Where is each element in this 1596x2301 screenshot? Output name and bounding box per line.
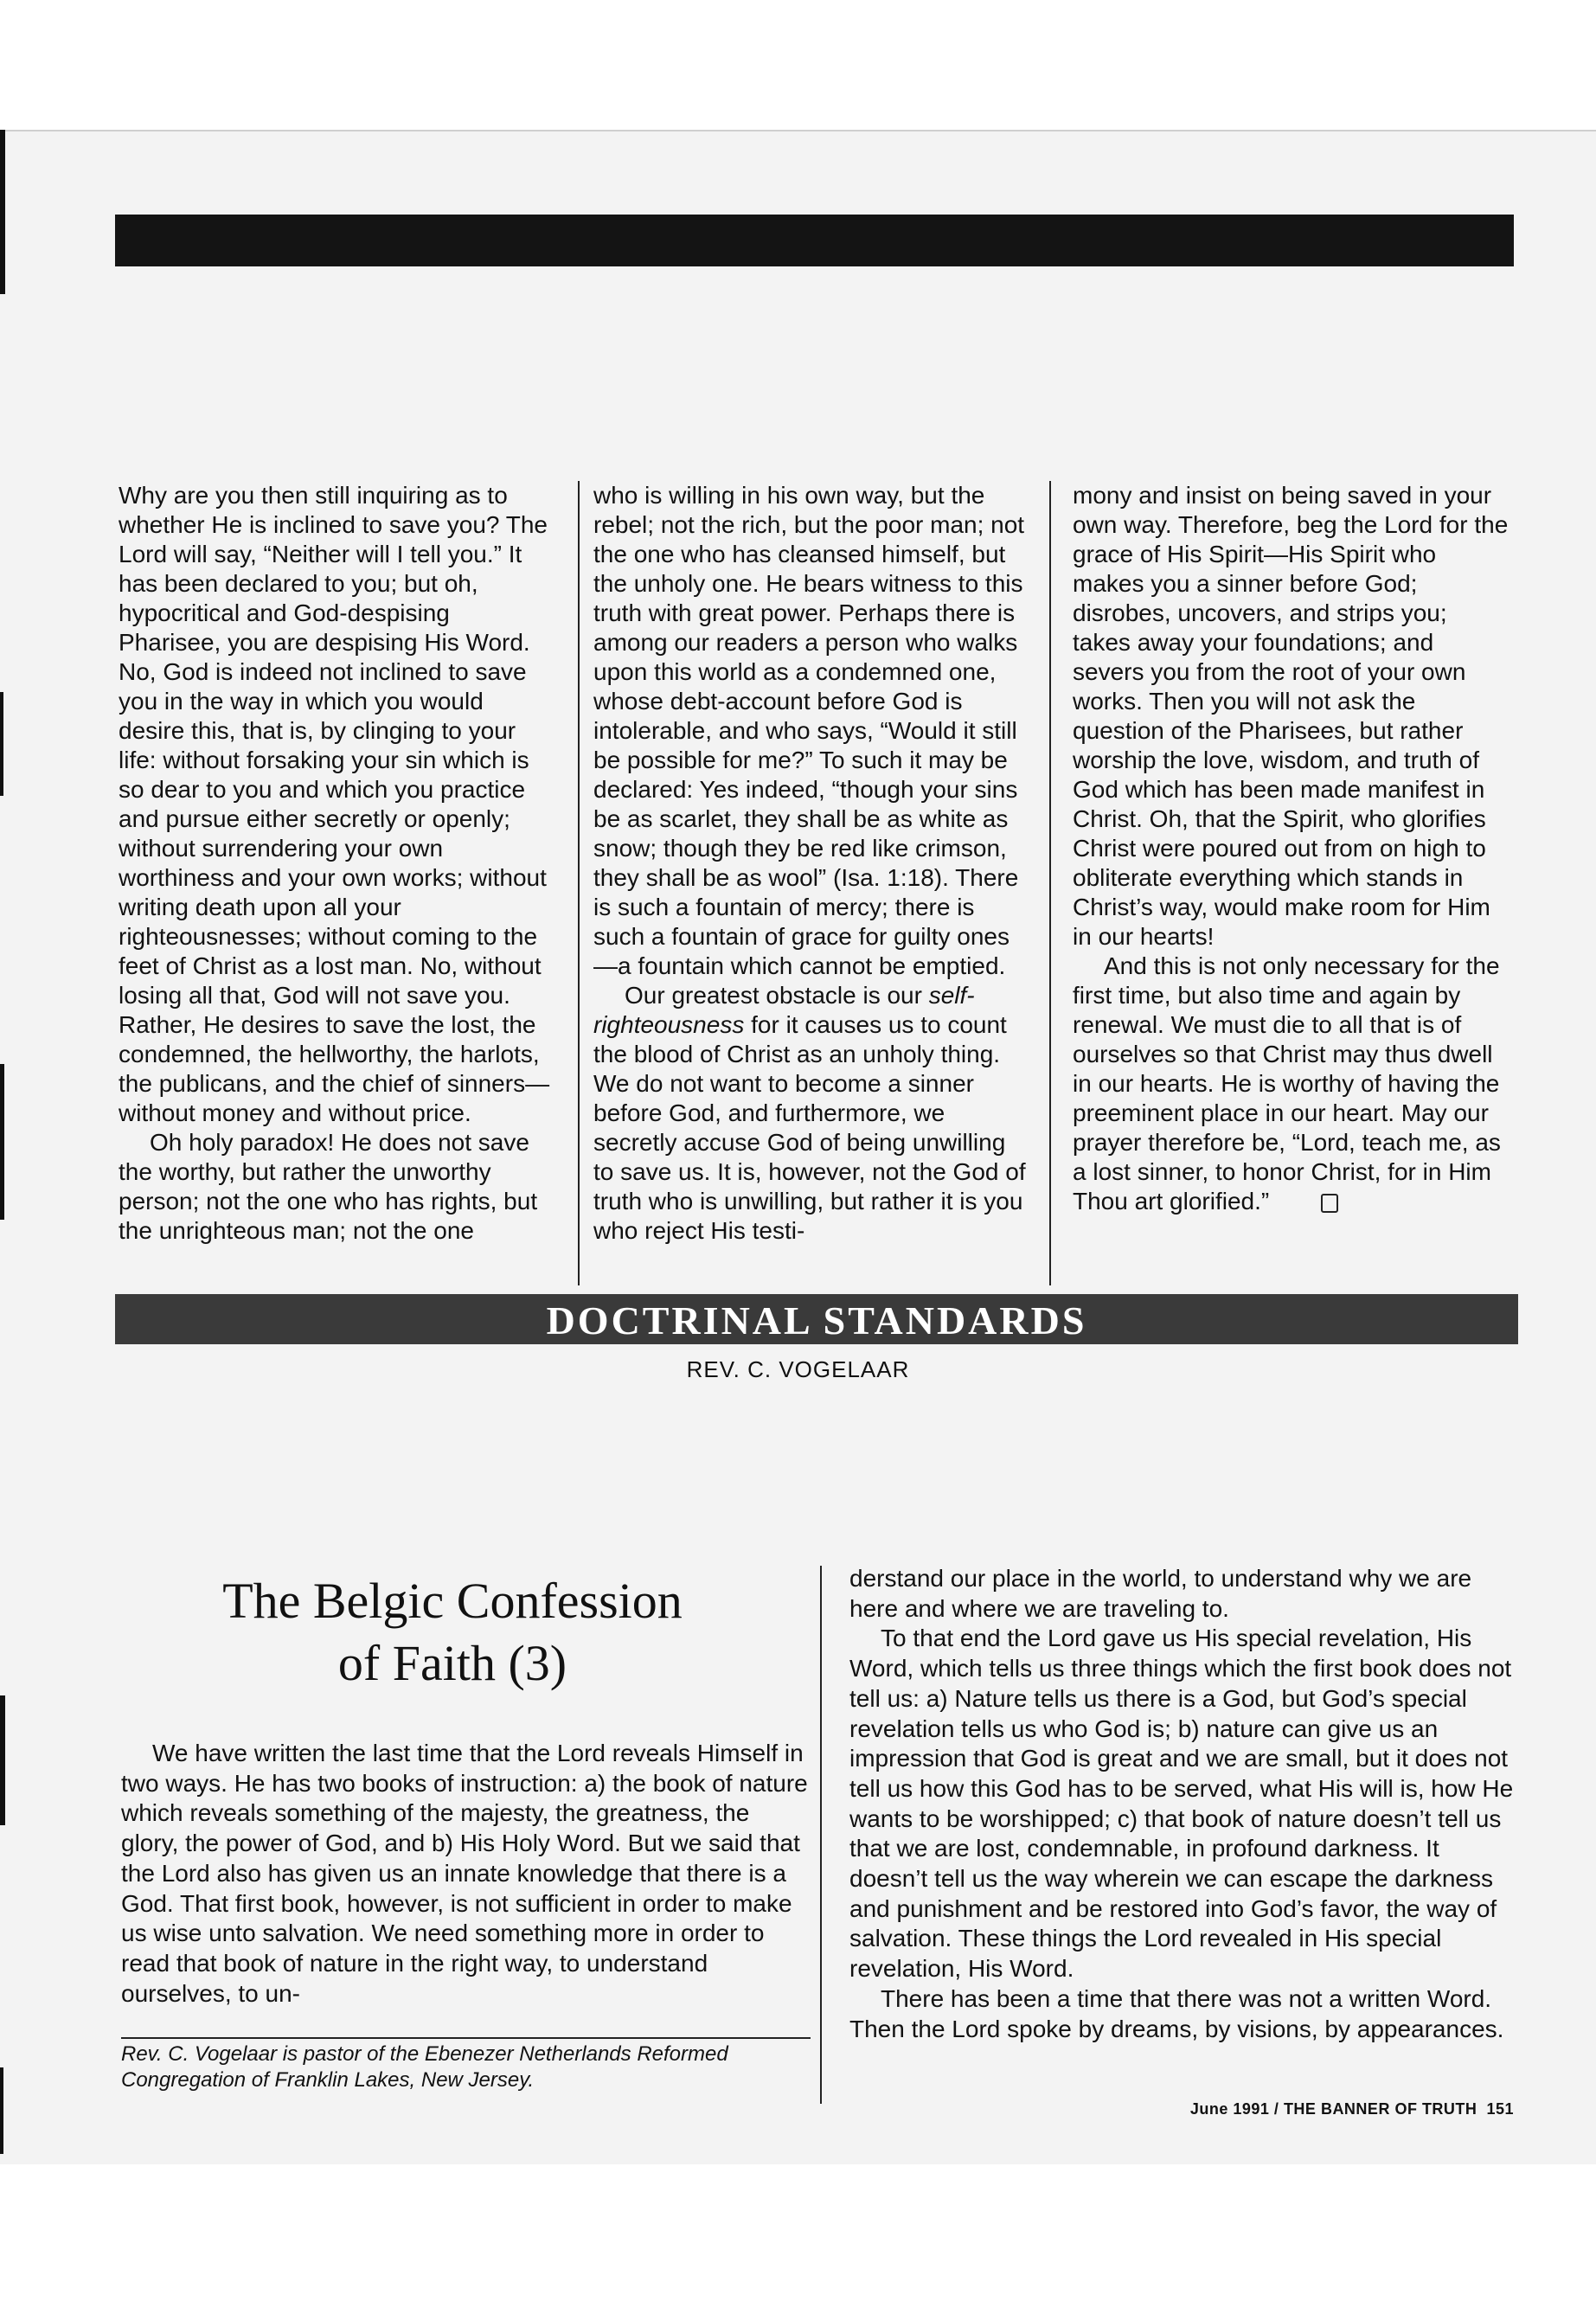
column-1	[119, 481, 551, 1246]
paragraph	[1073, 952, 1509, 1216]
section-title: DOCTRINAL STANDARDS	[546, 1298, 1087, 1343]
author-footnote: Rev. C. Vogelaar is pastor of the Ebenezer Netherlands Reformed Congregation of Franklin Lakes, New Jersey.	[121, 2042, 728, 2092]
scan-edge-mark	[0, 130, 5, 294]
scan-edge-mark	[0, 1064, 4, 1220]
header-black-bar	[115, 215, 1514, 266]
page-number: 151	[1486, 2100, 1514, 2118]
scan-edge-mark	[0, 1695, 5, 1825]
column-3	[1073, 481, 1509, 1216]
article-title-line: of Faith (3)	[337, 1635, 567, 1691]
folio-date: June 1991	[1189, 2100, 1270, 2118]
scan-edge-mark	[0, 2067, 3, 2154]
paragraph: Why are you then still inquiring as to whether He is inclined to save you? The Lord will say, “Neither will I tell you.” It has been declared to you; but oh, hypocritical and God-despising Pharisee, you are despising His Word. No, God is indeed not inclined to save you in the way in which you would desire this, that is, by clinging to your life: without forsaking your sin which is so dear to you and which you practice and pursue either secretly or openly; without surrendering your own worthiness and your own works; without writing death upon all your righteousnesses; without coming to the feet of Christ as a lost man. No, without losing all that, God will not save you. Rather, He desires to save the lost, the condemned, the hellworthy, the harlots, the publicans, and the chief of sinners—without money and without price.	[119, 482, 550, 1126]
paragraph: who is willing in his own way, but the rebel; not the rich, but the poor man; not the one who has cleansed himself, but the unholy one. He bears witness to this truth with great power. Perhaps there is among our readers a person who walks upon this world as a condemned one, whose debt-account before God is intolerable, and who says, “Would it still be possible for me?” To such it may be declared: Yes indeed, “though your sins be as scarlet, they shall be as white as snow; though they be red like crimson, they shall be as wool” (Isa. 1:18). There is such a fountain of mercy; there is such a fountain of grace for guilty ones—a fountain which cannot be emptied.	[593, 482, 1025, 979]
paragraph: Oh holy paradox! He does not save the worthy, but rather the unworthy person; not the one who has rights, but the unrighteous man; not the one	[119, 1129, 538, 1244]
scan-edge-mark	[0, 692, 3, 796]
paragraph-text: And this is not only necessary for the first time, but also time and again by renewal. We must die to all that is of ourselves so that Christ may thus dwell in our hearts. He is worthy of having the preeminent place in our heart. May our prayer therefore be, “Lord, teach me, as a lost sinner, to honor Christ, for in Him Thou art glorified.”	[1073, 952, 1501, 1215]
column-rule	[1049, 481, 1051, 1285]
folio-publication: THE BANNER OF TRUTH	[1283, 2100, 1477, 2118]
article-column-left	[121, 1739, 813, 2009]
column-2	[593, 481, 1028, 1246]
article-column-right	[849, 1564, 1516, 2044]
paragraph: mony and insist on being saved in your own way. Therefore, beg the Lord for the grace of His Spirit—His Spirit who makes you a sinner before God; disrobes, uncovers, and strips you; takes away your foundations; and severs you from the root of your own works. Then you will not ask the question of the Pharisees, but rather worship the love, wisdom, and truth of God which has been made manifest in Christ. Oh, that the Spirit, who glorifies Christ were poured out from on high to obliterate everything which stands in Christ’s way, would make room for Him in our hearts!	[1073, 482, 1509, 950]
article-title-line: The Belgic Confession	[222, 1573, 683, 1629]
emphasis: self-righteousness	[593, 982, 975, 1038]
paragraph	[593, 981, 1028, 1246]
paragraph: There has been a time that there was not a written Word. Then the Lord spoke by dreams, by visions, by appearances.	[849, 1984, 1504, 2042]
byline: REV. C. VOGELAAR	[686, 1356, 910, 1382]
column-rule	[578, 481, 580, 1285]
folio-separator: /	[1269, 2100, 1284, 2118]
column-rule	[820, 1566, 822, 2104]
paragraph: To that end the Lord gave us His special revelation, His Word, which tells us three things which the first book does not tell us: a) Nature tells us there is a God, but God’s special revelation tells us who God is; b) nature can give us an impression that God is great and we are small, but it does not tell us how this God has to be served, what His will is, how He wants to be worshipped; c) that book of nature doesn’t tell us that we are lost, condemnable, in profound darkness. It doesn’t tell us the way wherein we can escape the darkness and punishment and be restored into God’s favor, the way of salvation. These things the Lord revealed in His special revelation, His Word.	[849, 1625, 1514, 1983]
section-banner	[115, 1294, 1518, 1344]
article-title	[130, 1570, 775, 1695]
page-folio	[1190, 2100, 1514, 2118]
paragraph-text: for it causes us to count the blood of Christ as an unholy thing. We do not want to become a sinner before God, and furthermore, we secretly accuse God of being unwilling to save us. It is, however, not the God of truth who is unwilling, but rather it is you who reject His testi-	[593, 1011, 1026, 1244]
paragraph: We have written the last time that the Lord reveals Himself in two ways. He has two books of instruction: a) the book of nature which reveals something of the majesty, the greatness, the glory, the power of God, and b) His Holy Word. But we said that the Lord also has given us an innate knowledge that there is a God. That first book, however, is not sufficient in order to make us wise unto salvation. We need something more in order to read that book of nature in the right way, to understand ourselves, to un-	[121, 1740, 808, 2007]
paragraph-text: Our greatest obstacle is our	[625, 982, 929, 1009]
paragraph: derstand our place in the world, to understand why we are here and where we are traveling to.	[849, 1565, 1472, 1622]
end-of-article-icon	[1321, 1194, 1338, 1213]
footnote-rule	[121, 2037, 811, 2039]
